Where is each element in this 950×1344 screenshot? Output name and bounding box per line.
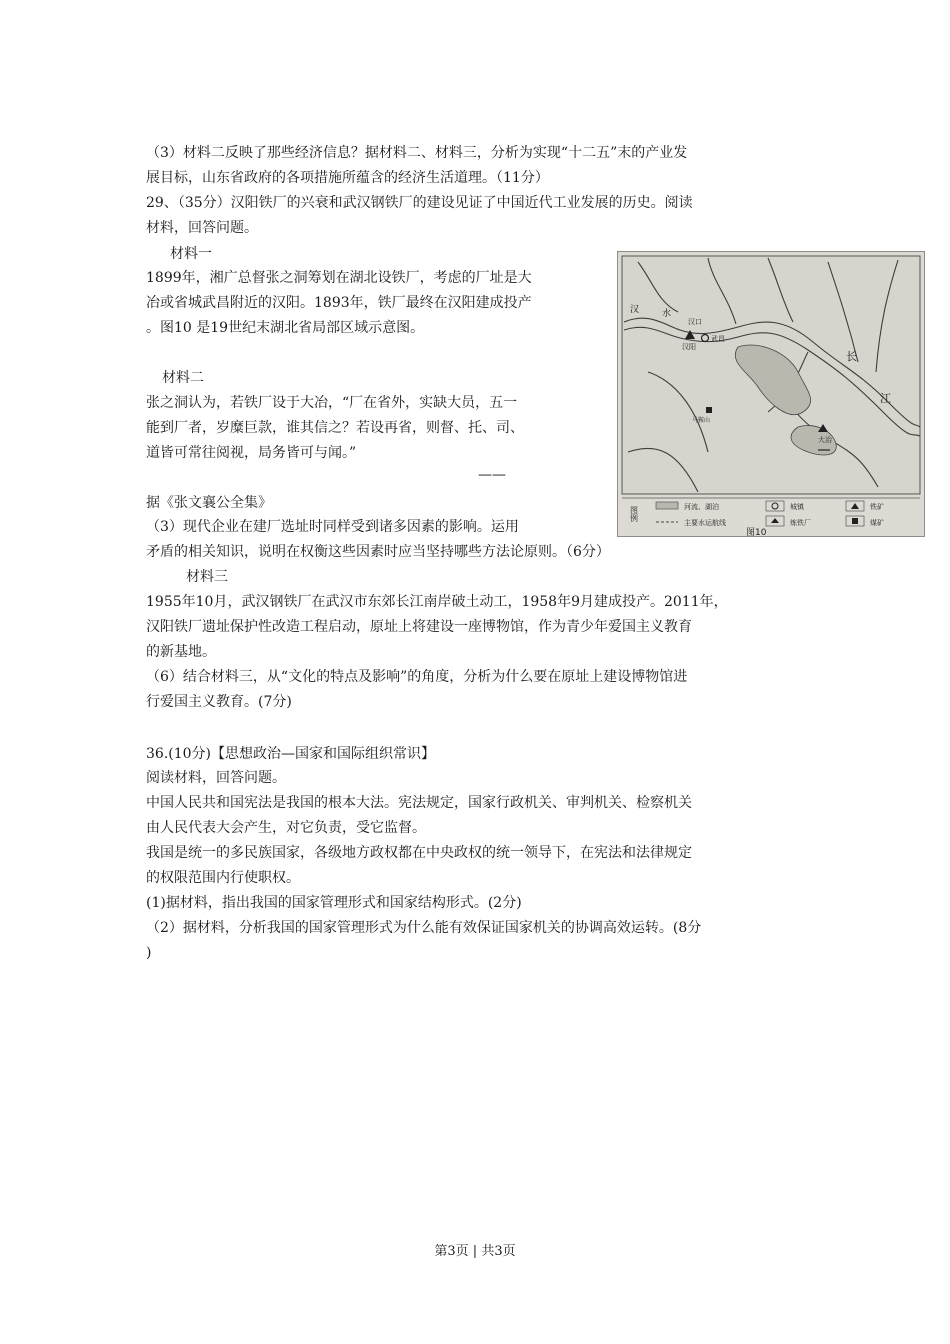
text-line: 道皆可常往阅视，局务皆可与闻。” (146, 445, 357, 461)
text-line: ) (146, 945, 152, 961)
text-line: 中国人民共和国宪法是我国的根本大法。宪法规定，国家行政机关、审判机关、检察机关 (146, 795, 692, 811)
legend-iron: 铁矿 (870, 503, 884, 511)
text-line: 矛盾的相关知识，说明在权衡这些因素时应当坚持哪些方法论原则。（6分） (146, 544, 610, 560)
text-line: 张之洞认为，若铁厂设于大冶，“厂在省外，实缺大员，五一 (146, 395, 518, 411)
map-figure (617, 251, 925, 537)
text-line: 阅读材料，回答问题。 (146, 770, 286, 786)
legend-river-swatch (656, 502, 678, 509)
text-line: （3）现代企业在建厂选址时同样受到诸多因素的影响。运用 (146, 519, 519, 535)
label-hanyang: 汉阳 (682, 343, 696, 351)
text-line: 行爱国主义教育。(7分) (146, 694, 292, 710)
legend-coal: 煤矿 (870, 519, 884, 527)
text-line: 的新基地。 (146, 644, 216, 660)
legend-river: 河流、湖泊 (684, 503, 719, 511)
legend-refinery-icon (771, 518, 779, 523)
text-line: 的权限范围内行使职权。 (146, 870, 300, 886)
label-jiang: 江 (880, 392, 891, 405)
citation-dash: —— (478, 467, 506, 483)
question-36-heading: 36.(10分)【思想政治—国家和国际组织常识】 (146, 746, 436, 762)
text-line: 由人民代表大会产生，对它负责，受它监督。 (146, 820, 426, 836)
text-line: 汉阳铁厂遗址保护性改造工程启动，原址上将建设一座博物馆，作为青少年爱国主义教育 (146, 619, 692, 635)
text-line: 。图10 是19世纪末湖北省局部区域示意图。 (146, 320, 425, 336)
text-line: 1899年，湘广总督张之洞筹划在湖北设铁厂，考虑的厂址是大 (146, 270, 532, 286)
legend-coal-icon (852, 518, 858, 524)
map-caption: 图10 (746, 528, 767, 536)
legend-city-icon (772, 503, 778, 509)
legend-route: 主要水运航线 (684, 519, 726, 527)
map-svg (618, 252, 924, 536)
question-29-heading: 29、（35分）汉阳铁厂的兴衰和武汉钢铁厂的建设见证了中国近代工业发展的历史。阅读 (146, 195, 693, 211)
citation-source: 据《张文襄公全集》 (146, 495, 272, 511)
text-line: 能到厂者，岁糜巨款，谁其信之？若设再省，则督、托、司、 (146, 420, 524, 436)
label-mashan: 马鞍山 (692, 417, 711, 424)
text-line: 1955年10月，武汉钢铁厂在武汉市东郊长江南岸破土动工，1958年9月建成投产。2011年， (146, 594, 728, 610)
label-han: 汉 (630, 305, 640, 315)
legend-refinery: 炼铁厂 (790, 519, 811, 527)
label-hankou: 汉口 (688, 318, 702, 326)
coal-mine-marker (706, 407, 712, 413)
text-line: 我国是统一的多民族国家，各级地方政权都在中央政权的统一领导下，在宪法和法律规定 (146, 845, 692, 861)
material-2-heading: 材料二 (162, 370, 204, 386)
label-daye: 大冶 (818, 436, 832, 444)
text-line: （2）据材料，分析我国的国家管理形式为什么能有效保证国家机关的协调高效运转。(8分 (146, 920, 702, 936)
text-line: 展目标，山东省政府的各项措施所蕴含的经济生活道理。（11分） (146, 170, 549, 186)
legend-iron-icon (851, 503, 859, 509)
legend-city: 城镇 (790, 503, 804, 511)
text-line: （6）结合材料三，从“文化的特点及影响”的角度，分析为什么要在原址上建设博物馆进 (146, 669, 688, 685)
text-line: （3）材料二反映了那些经济信息？据材料二、材料三，分析为实现“十二五”末的产业发 (146, 145, 688, 161)
text-line: 冶或省城武昌附近的汉阳。1893年，铁厂最终在汉阳建成投产 (146, 295, 532, 311)
page-footer: 第3页 | 共3页 (434, 1244, 516, 1259)
text-line: 材料，回答问题。 (146, 220, 258, 236)
material-3-heading: 材料三 (186, 569, 228, 585)
text-line: (1)据材料，指出我国的国家管理形式和国家结构形式。(2分) (146, 895, 522, 911)
legend-title: 图例 (629, 506, 639, 522)
label-shui: 水 (662, 309, 672, 319)
label-chang: 长 (846, 350, 857, 363)
material-1-heading: 材料一 (170, 246, 212, 262)
label-wuchang: 武昌 (711, 335, 725, 343)
